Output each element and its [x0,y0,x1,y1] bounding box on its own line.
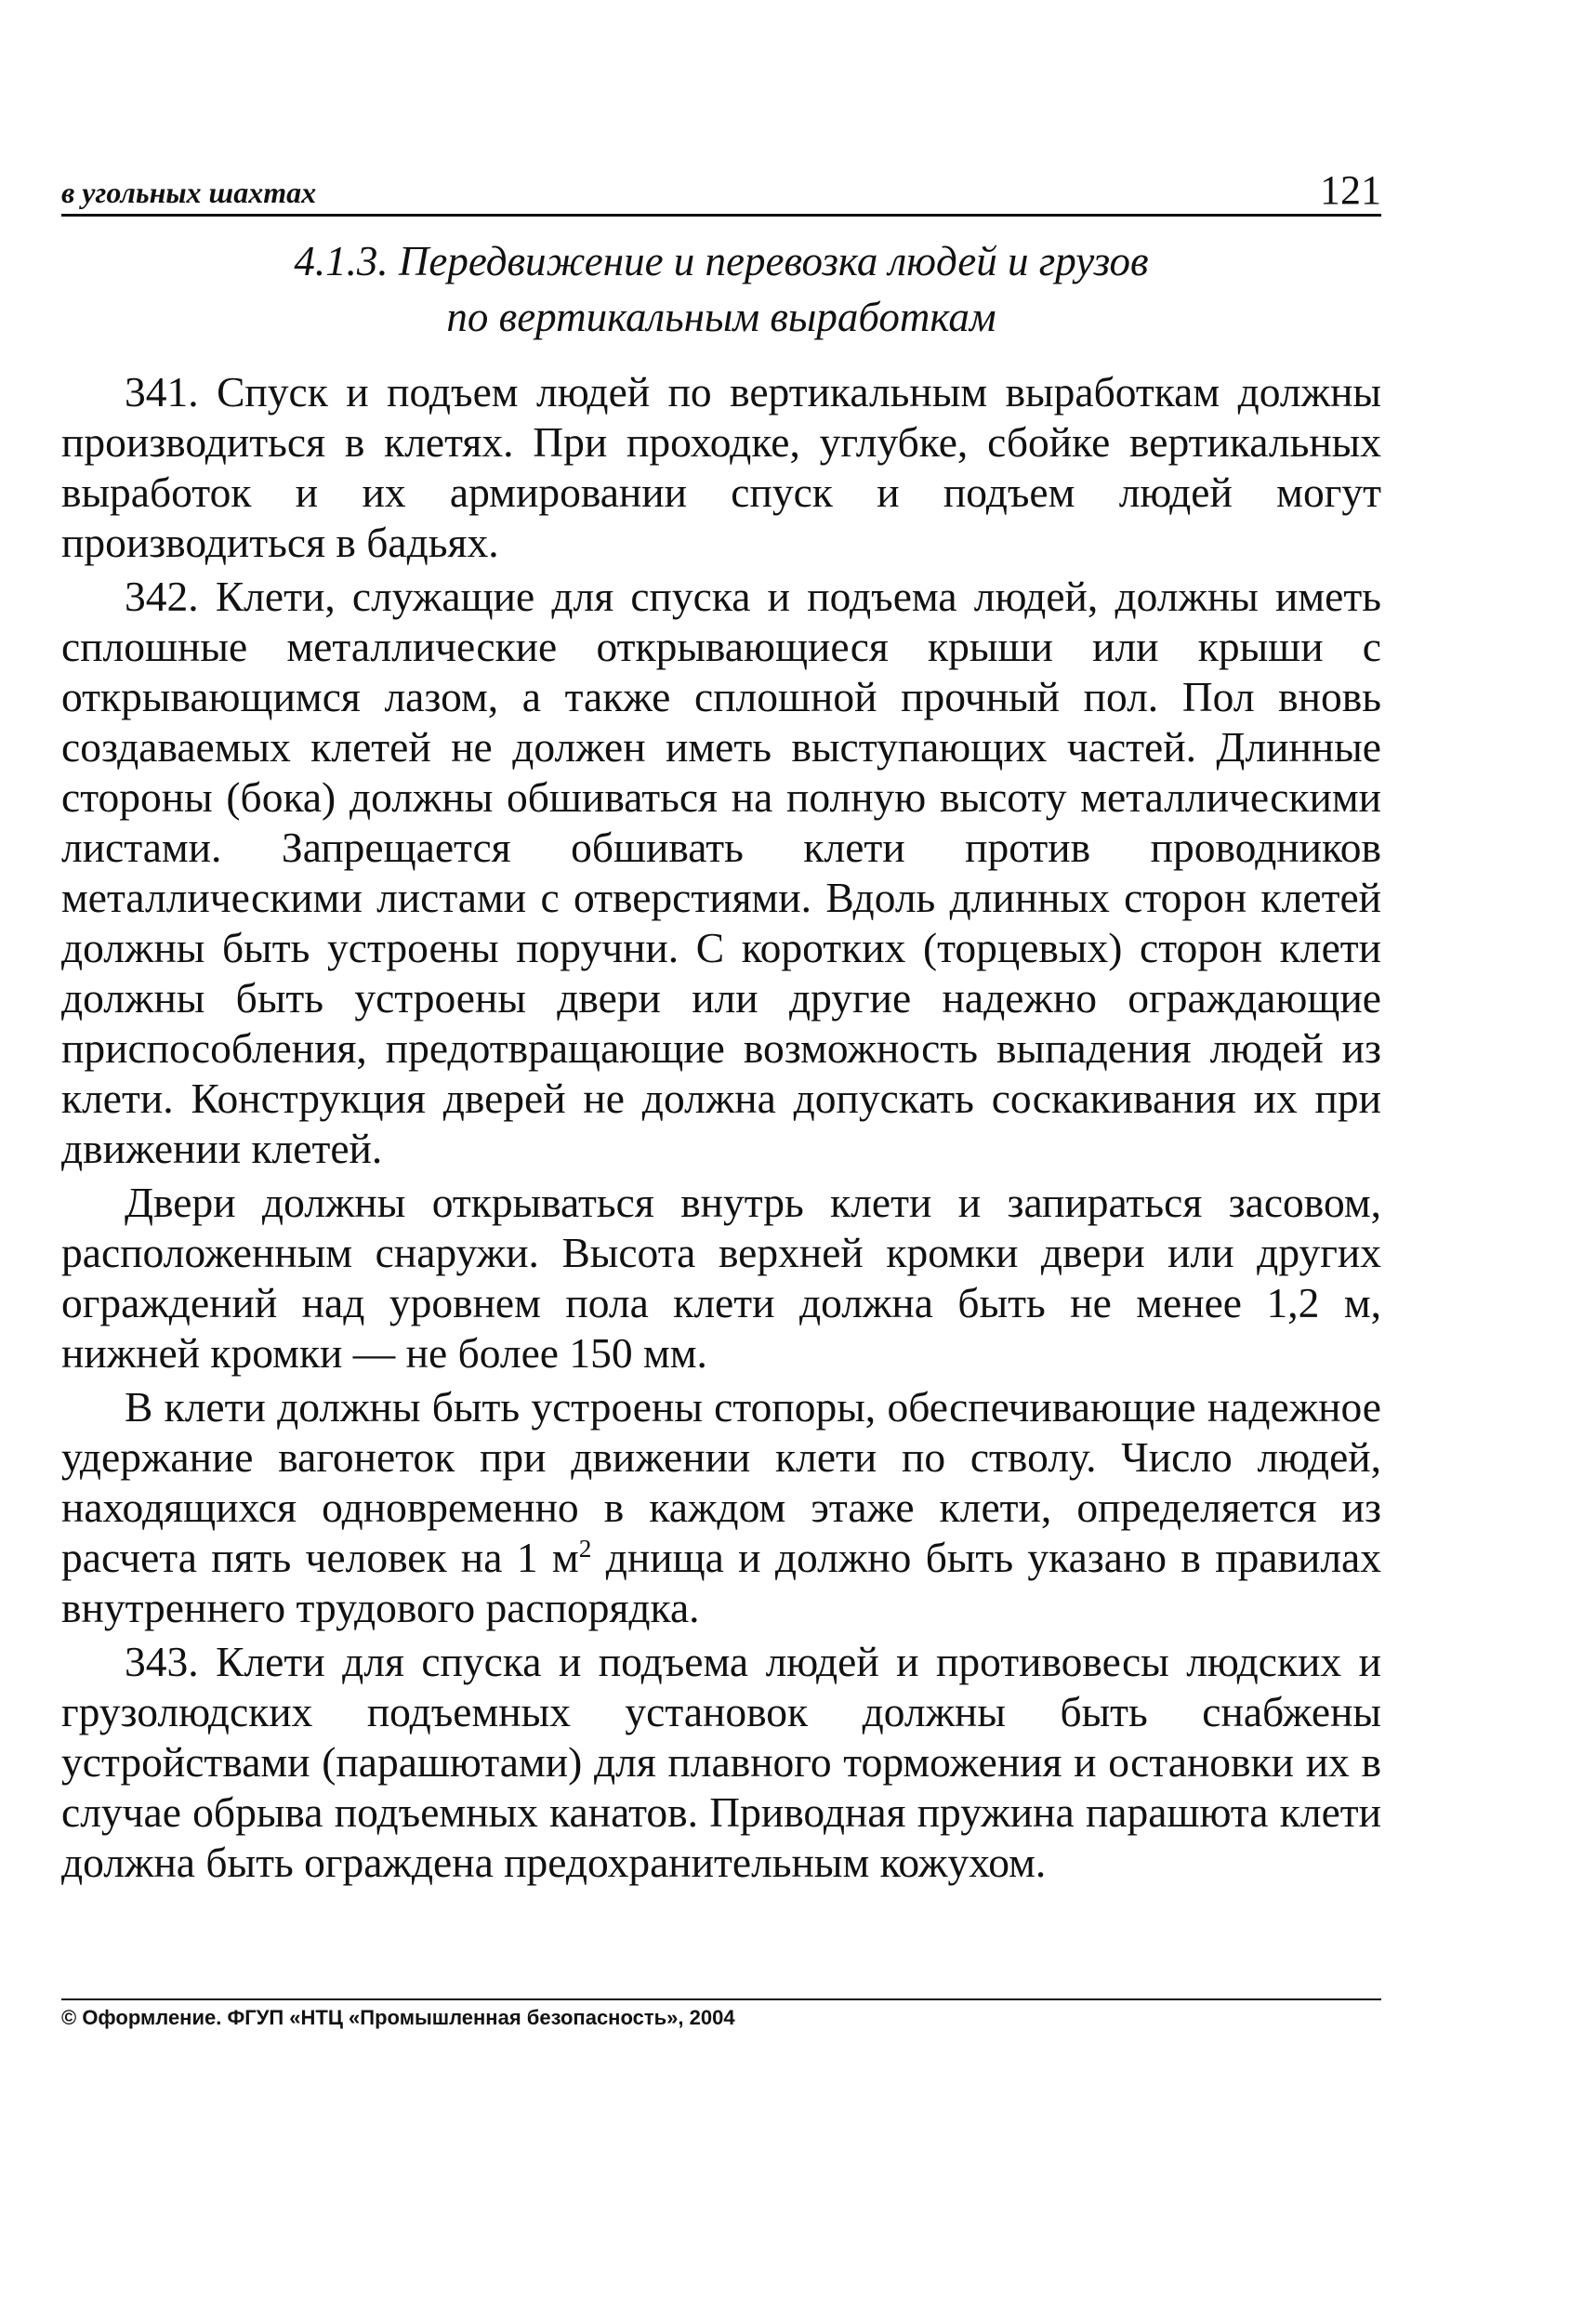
paragraph-343: 343. Клети для спуска и подъема людей и противовесы людских и грузолюдских подъемных установок должны быть снабжены устройствами (парашютами) для плавного торможения и остановки их в случае обрыва подъемных канатов. Приводная пружина парашюта клети должна быть ограждена предохранительным кожухом. [61,1638,1381,1886]
body-text [61,367,1381,1888]
paragraph-stoppers-end: указано в правилах внутреннего трудового распорядка. [61,1534,1381,1631]
section-title [61,233,1381,345]
paragraph-342: 342. Клети, служащие для спуска и подъема людей, должны иметь сплошные металлические открывающиеся крыши или крыши с открывающимся лазом, а также сплошной прочный пол. Пол вновь создаваемых клетей не должен иметь выступающих частей. Длинные стороны (бока) должны обшиваться на полную высоту металлическими листами. Запрещается обшивать клети против проводников металлическими листами с отверстиями. Вдоль длинных сторон клетей должны быть устроены поручни. С коротких (торцевых) сторон клети должны быть устроены двери или другие надежно ограждающие приспособления, предотвращающие возможность выпадения людей из клети. Конструкция дверей не должна допускать соскакивания их при движении клетей. [61,573,1381,1172]
page [61,167,1381,1888]
paragraph-stoppers-text: В клети должны быть устроены стопоры, обеспечивающие надежное удержание вагонеток при движении клети по стволу. Число людей, находящихся одновременно в каждом этаже клети, [61,1383,1381,1531]
paragraph-stoppers [61,1382,1381,1633]
square-meter-superscript: 2 [578,1534,592,1563]
capacity-text-after: днища и должно быть [591,1534,1014,1581]
footer-copyright: © Оформление. ФГУП «НТЦ «Промышленная безопасность», 2004 [61,1998,1381,2030]
section-title-line-1: 4.1.3. Передвижение и перевозка людей и грузов [294,238,1149,284]
paragraph-doors: Двери должны открываться внутрь клети и запираться засовом, расположенным снаружи. Высота верхней кромки двери или других ограждений над уровнем пола клети должна быть не менее 1,2 м, нижней кромки — не более 150 мм. [61,1179,1381,1377]
running-header [61,167,1381,217]
paragraph-341: 341. Спуск и подъем людей по вертикальным выработкам должны производиться в клетях. При проходке, углубке, сбойке вертикальных выработок и их армировании спуск и подъем людей могут производиться в бадьях. [61,368,1381,566]
page-number: 121 [1320,167,1381,213]
capacity-text-before: определяется из расчета пять человек на 1 м [61,1484,1381,1581]
running-title: в угольных шахтах [61,176,317,209]
section-title-line-2: по вертикальным выработкам [446,294,996,340]
